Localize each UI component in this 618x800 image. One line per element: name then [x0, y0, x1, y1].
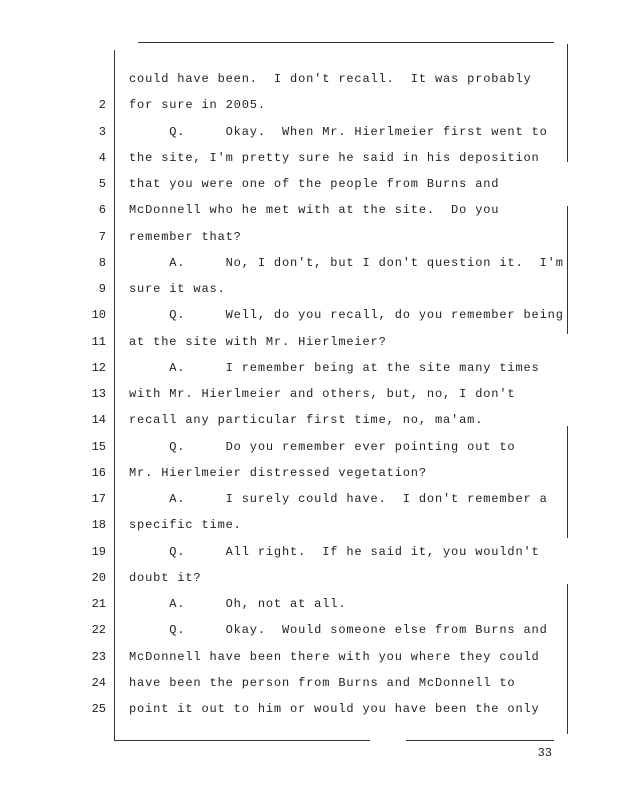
transcript-line: [0, 486, 618, 512]
transcript-line: [0, 224, 618, 250]
line-text: McDonnell who he met with at the site. Do you: [129, 203, 500, 218]
transcript-line: [0, 381, 618, 407]
transcript-line: [0, 460, 618, 486]
line-text: Q. Well, do you recall, do you remember being: [129, 308, 564, 323]
transcript-line: [0, 434, 618, 460]
transcript-line: [0, 197, 618, 223]
line-text: recall any particular first time, no, ma'am.: [129, 413, 484, 428]
line-number: 14: [91, 413, 106, 428]
line-number: 25: [91, 702, 106, 716]
line-text: A. No, I don't, but I don't question it. I'm: [129, 255, 564, 270]
line-number: 6: [98, 203, 106, 218]
line-number: 23: [91, 649, 106, 664]
transcript-line: [0, 66, 618, 92]
transcript-line: [0, 512, 618, 538]
transcript-line: [0, 250, 618, 276]
transcript-line: [0, 329, 618, 355]
line-number: 21: [91, 597, 106, 611]
bottom-rule: [114, 740, 370, 741]
line-text: remember that?: [129, 229, 242, 244]
line-text: specific time.: [129, 518, 242, 533]
transcript-line: [0, 644, 618, 670]
transcript-line: [0, 539, 618, 565]
transcript-line: [0, 302, 618, 328]
line-text: for sure in 2005.: [129, 98, 266, 113]
line-text: the site, I'm pretty sure he said in his deposition: [129, 150, 540, 165]
line-text: at the site with Mr. Hierlmeier?: [129, 334, 387, 349]
line-number: 7: [98, 229, 106, 244]
line-number: 3: [98, 124, 106, 139]
line-number: 18: [91, 518, 106, 533]
transcript-line: [0, 696, 618, 722]
line-text: A. I surely could have. I don't remember a: [129, 492, 548, 506]
line-text: A. I remember being at the site many times: [129, 360, 540, 375]
line-number: 16: [91, 465, 106, 480]
line-number: 19: [91, 544, 106, 559]
transcript-line: [0, 565, 618, 591]
line-number: 15: [91, 439, 106, 454]
line-text: point it out to him or would you have been the only: [129, 702, 540, 716]
transcript-line: [0, 591, 618, 617]
line-text: could have been. I don't recall. It was probably: [129, 72, 532, 86]
transcript-line: [0, 276, 618, 302]
line-number: 4: [98, 150, 106, 165]
top-rule: [138, 42, 554, 43]
line-text: McDonnell have been there with you where they could: [129, 649, 540, 664]
line-number: 9: [98, 282, 106, 296]
line-text: Q. Okay. Would someone else from Burns and: [129, 623, 548, 638]
line-number: 11: [91, 334, 106, 349]
line-number: 5: [98, 177, 106, 191]
line-number: 24: [91, 675, 106, 690]
line-number: 20: [91, 570, 106, 585]
line-text: have been the person from Burns and McDonnell to: [129, 675, 516, 690]
transcript-line: [0, 171, 618, 197]
line-text: Mr. Hierlmeier distressed vegetation?: [129, 465, 427, 480]
line-number: 2: [98, 98, 106, 113]
line-text: Q. All right. If he said it, you wouldn't: [129, 544, 540, 559]
line-number: 8: [98, 255, 106, 270]
transcript-line: [0, 119, 618, 145]
bottom-rule: [406, 740, 554, 741]
line-text: doubt it?: [129, 570, 202, 585]
page-number: 33: [537, 746, 552, 760]
transcript-line: [0, 355, 618, 381]
line-text: that you were one of the people from Burns and: [129, 177, 500, 191]
transcript-line: [0, 92, 618, 118]
transcript-line: [0, 670, 618, 696]
line-text: A. Oh, not at all.: [129, 597, 347, 611]
line-number: 17: [91, 492, 106, 506]
line-number: 22: [91, 623, 106, 638]
transcript-line: [0, 617, 618, 643]
line-number: 12: [91, 360, 106, 375]
line-text: Q. Do you remember ever pointing out to: [129, 439, 516, 454]
line-text: sure it was.: [129, 282, 226, 296]
transcript-line: [0, 407, 618, 433]
line-text: Q. Okay. When Mr. Hierlmeier first went to: [129, 124, 548, 139]
line-number: 13: [91, 387, 106, 401]
line-text: with Mr. Hierlmeier and others, but, no, I don't: [129, 387, 516, 401]
transcript-line: [0, 145, 618, 171]
line-number: 10: [91, 308, 106, 323]
